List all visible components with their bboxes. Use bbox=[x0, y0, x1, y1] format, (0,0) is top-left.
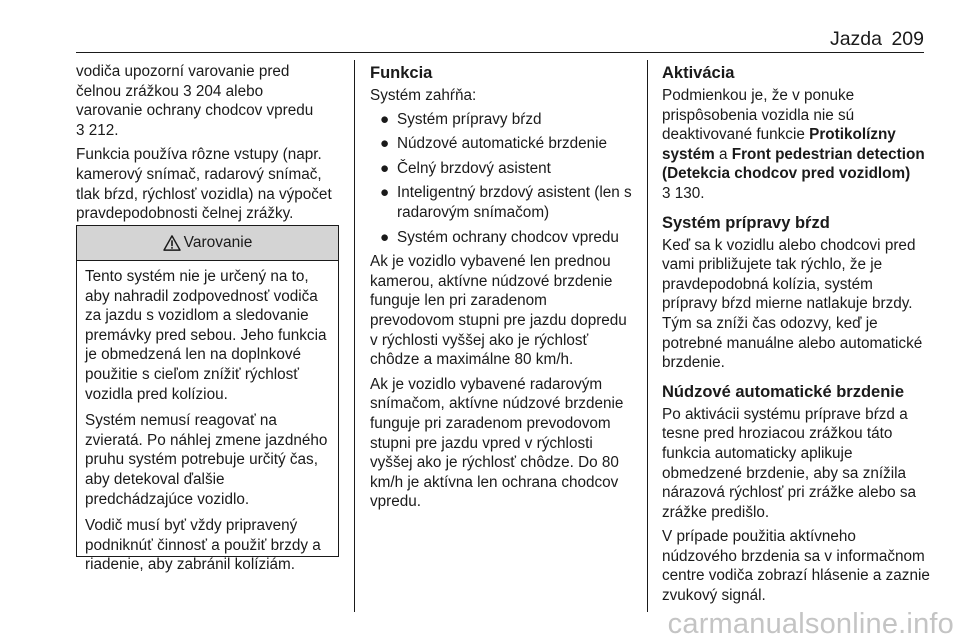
watermark: carmanualsonline.info bbox=[667, 608, 954, 640]
column-divider-2 bbox=[647, 60, 648, 612]
cross-reference-icon: 3 bbox=[183, 82, 192, 100]
cross-reference-icon: 3 bbox=[76, 121, 85, 139]
emergency-paragraph: Po aktivácii systému prípravе bŕzd a tesne pred hroziacou zrážkou táto funkcia automaticky aplikuje obmedzené brzdenie, aby sa znížila nárazová rýchlosť pri zrážke alebo sa zrážke predišlo. bbox=[662, 405, 917, 521]
setting-name: Front pedestrian detection (Detekcia chodcov pred vozidlom) bbox=[662, 145, 925, 183]
setting-name: Protikolízny systém bbox=[662, 126, 896, 163]
activation-paragraph: Podmienkou je, že v ponuke prispôsobenia vozidla nie sú deaktivované funkcie Protikolízny systém a Front pedestrian detection (Detekcia chodcov pred vozidlom) 3 130. bbox=[662, 87, 925, 202]
feature-list bbox=[370, 110, 635, 248]
warning-paragraph: Systém nemusí reagovať na zvieratá. Po náhlej zmene jazdného pruhu systém potrebuje určitý čas, aby detekoval ďalšie predchádzajúce vozidlo. bbox=[85, 412, 328, 508]
function-inputs-paragraph: Funkcia používa rôzne vstupy (napr. kamerový snímač, radarový snímač, tlak bŕzd, rýchlosť vozidla) na výpočet pravdepodobnosti čelnej zrážky. bbox=[76, 146, 332, 223]
page-number: 209 bbox=[891, 28, 924, 50]
list-item: ● Núdzové automatické brzdenie bbox=[380, 135, 608, 153]
warning-title: Varovanie bbox=[183, 234, 253, 252]
function-heading: Funkcia bbox=[370, 64, 433, 82]
emergency-paragraph: V prípade použitia aktívneho núdzového brzdenia sa v informačnom centre vodiča zobrazí hlásenie a zaznie zvukový signál. bbox=[662, 528, 930, 605]
section-title: Jazda bbox=[829, 28, 882, 50]
brake-prep-paragraph: Keď sa k vozidlu alebo chodcovi pred vami približujete tak rýchlo, že je pravdepodobná kolízia, systém prípravy bŕzd mierne natlakuje brzdy. Tým sa zníži čas odozvy, keď je potrebné manuálne alebo automatické brzdenie. bbox=[662, 236, 923, 372]
activation-heading: Aktivácia bbox=[662, 64, 735, 82]
radar-paragraph: Ak je vozidlo vybavené radarovým snímačom, aktívne núdzové brzdenie funguje pri zaradenom prevodovom stupni pre jazdu vpred v rýchlosti vyššej ako je rýchlosť chôdze. Do 80 km/h je aktívna len ochrana chodcov vpredu. bbox=[370, 375, 624, 511]
column-divider-1 bbox=[354, 60, 355, 612]
bullet-icon: ● bbox=[380, 135, 390, 153]
bullet-icon: ● bbox=[380, 159, 390, 177]
warning-paragraph: Vodič musí byť vždy pripravený podniknúť činnosť a použiť brzdy a riadenie, aby zabránil kolíziám. bbox=[85, 517, 321, 574]
warning-body bbox=[77, 261, 338, 575]
page-header bbox=[0, 28, 960, 52]
brake-prep-heading: Systém prípravy bŕzd bbox=[662, 213, 830, 232]
bullet-icon: ● bbox=[380, 110, 390, 128]
warning-paragraph: Tento systém nie je určený na to, aby nahradil zodpovednosť vodiča za jazdu s vozidlom a sledovanie premávky pred sebou. Jeho funkcia je obmedzená len na doplnkové použitie s cieľom znížiť rýchlosť vozidla pred kolíziou. bbox=[85, 268, 327, 403]
bullet-icon: ● bbox=[380, 228, 390, 246]
function-intro: Systém zahŕňa: bbox=[370, 87, 477, 104]
header-rule bbox=[76, 52, 924, 53]
camera-paragraph: Ak je vozidlo vybavené len prednou kamerou, aktívne núdzové brzdenie funguje len pri zaradenom prevodovom stupni pre jazdu dopredu v rýchlosti vyššej ako je rýchlosť chôdze a maximálne 80 km/h. bbox=[370, 253, 627, 369]
list-item: ● Inteligentný brzdový asistent (len s radarovým snímačom) bbox=[380, 184, 632, 221]
emergency-braking-heading: Núdzové automatické brzdenie bbox=[662, 382, 905, 401]
warning-header bbox=[77, 226, 338, 261]
column-2 bbox=[370, 62, 635, 517]
intro-paragraph: vodiča upozorní varovanie pred čelnou zrážkou 3 204 alebo varovanie ochrany chodcov vpredu 3 212. bbox=[76, 63, 314, 139]
column-3 bbox=[662, 62, 930, 611]
list-item: ● Systém ochrany chodcov vpredu bbox=[380, 228, 619, 246]
cross-reference-icon: 3 bbox=[662, 184, 671, 202]
column-1 bbox=[76, 62, 344, 229]
list-item: ● Systém prípravy bŕzd bbox=[380, 110, 542, 128]
bullet-icon: ● bbox=[380, 184, 390, 202]
warning-triangle-icon bbox=[163, 235, 181, 251]
list-item: ● Čelný brzdový asistent bbox=[380, 159, 551, 177]
warning-box bbox=[76, 225, 339, 574]
